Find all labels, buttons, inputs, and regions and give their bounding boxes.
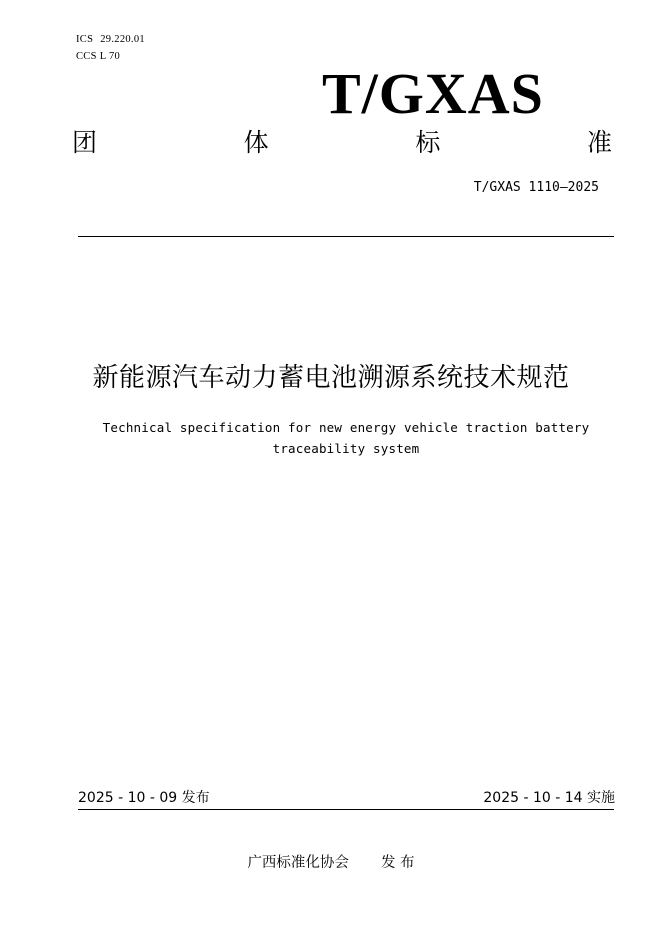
standard-type-char: 标 — [415, 128, 441, 157]
standard-type-char: 准 — [586, 128, 612, 157]
issue-date: 2025 - 10 - 09 发布 — [78, 790, 210, 806]
ccs-code — [76, 48, 145, 65]
standard-type-char: 团 — [72, 128, 98, 157]
publish-action: 发 布 — [380, 855, 415, 871]
ics-value: 29.220.01 — [100, 34, 145, 45]
classification-codes — [76, 31, 145, 65]
ics-code — [76, 31, 145, 48]
standard-logo: T/GXAS — [322, 61, 544, 126]
footer-divider — [78, 809, 614, 810]
standard-number: T/GXAS 1110—2025 — [473, 180, 599, 195]
header-divider — [78, 236, 614, 237]
ccs-value: L 70 — [99, 51, 121, 62]
document-title-chinese: 新能源汽车动力蓄电池溯源系统技术规范 — [92, 363, 570, 393]
title-english-line: traceability system — [272, 441, 420, 456]
implementation-date: 2025 - 10 - 14 实施 — [483, 790, 615, 806]
standard-type-char: 体 — [243, 128, 269, 157]
ccs-label: CCS — [76, 51, 97, 62]
publisher-line — [0, 853, 662, 873]
ics-label: ICS — [76, 34, 94, 45]
title-english-line: Technical specification for new energy vehicle traction battery — [102, 420, 590, 435]
publisher-name: 广西标准化协会 — [247, 855, 349, 871]
standard-type-heading — [72, 128, 612, 158]
document-title-english — [60, 417, 632, 459]
